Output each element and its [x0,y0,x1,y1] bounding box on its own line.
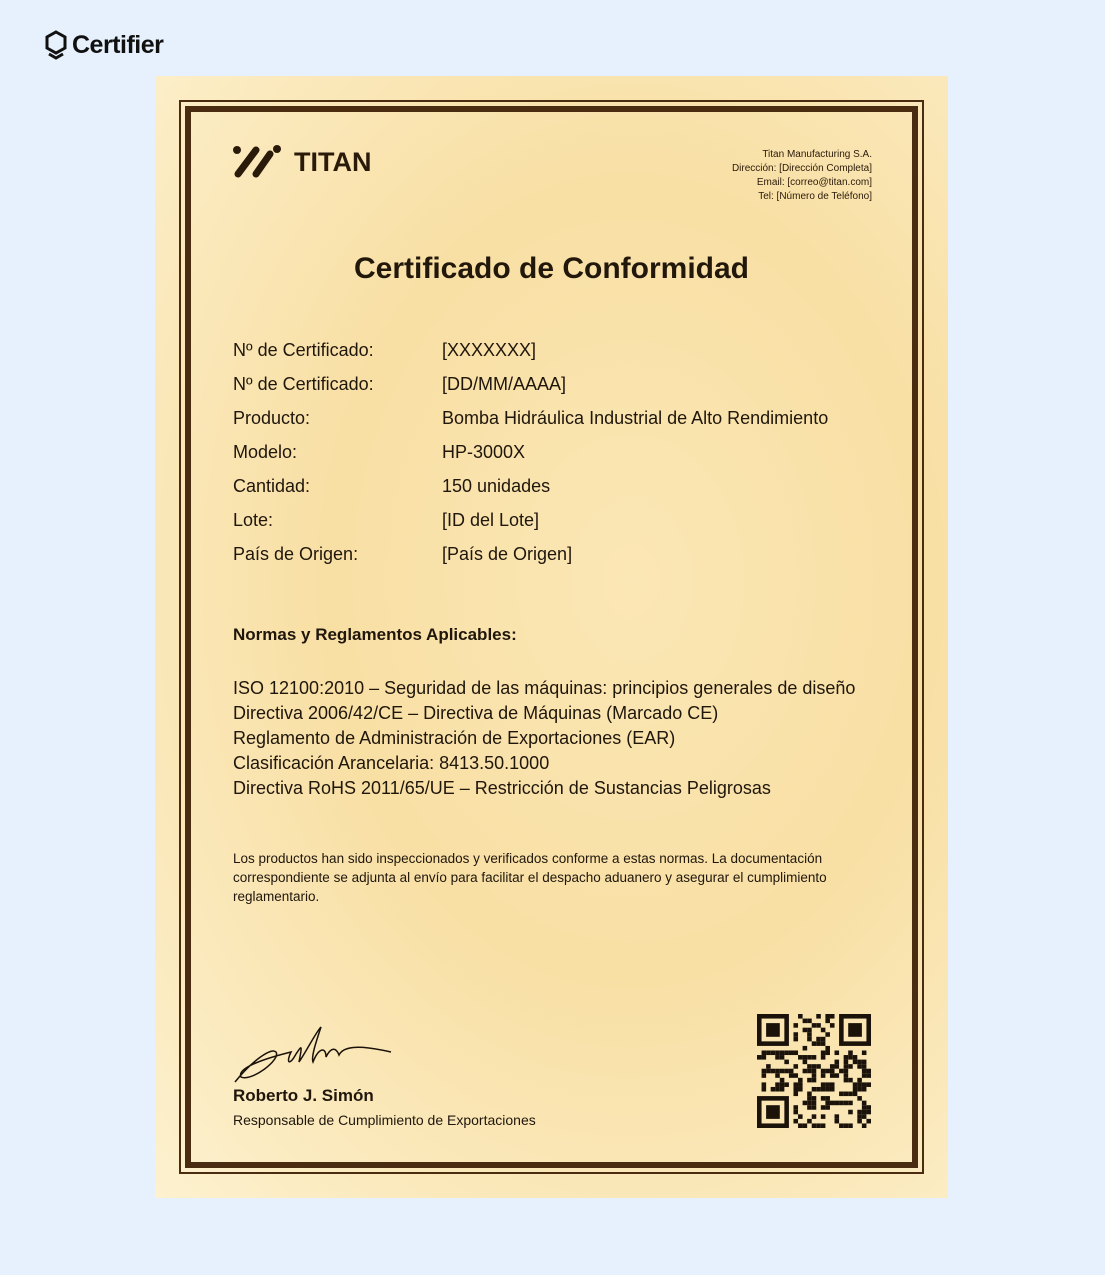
field-label: País de Origen: [233,544,359,564]
field-row [233,440,828,474]
norms-list [233,676,855,801]
company-address-line: Dirección: [Dirección Completa] [731,163,872,174]
company-address [732,148,872,204]
norm-item: ISO 12100:2010 – Seguridad de las máquinas: principios generales de diseño [233,678,856,698]
signature-image [231,1022,396,1086]
company-logo [232,144,371,180]
field-row [233,338,828,372]
company-logo-text: TITAN [294,146,372,177]
field-value: [XXXXXXX] [442,340,537,360]
certificate [155,76,948,1198]
company-phone: Tel: [Número de Teléfono] [758,191,872,202]
field-value: HP-3000X [442,442,526,462]
field-label: Cantidad: [233,476,311,496]
statement-paragraph: Los productos han sido inspeccionados y verificados conforme a estas normas. La documentación correspondiente se adjunta al envío para facilitar el despacho aduanero y asegurar el cumplimiento reglamentario. [233,851,827,904]
qr-code [757,1014,871,1128]
field-value: [DD/MM/AAAA] [442,374,567,394]
norm-item: Reglamento de Administración de Exportaciones (EAR) [233,728,676,748]
fields-list [233,338,828,576]
field-label: Modelo: [233,442,298,462]
company-name: Titan Manufacturing S.A. [762,149,872,160]
titan-logo-icon [232,144,282,180]
certifier-logo-icon [44,30,68,60]
norm-item: Directiva RoHS 2011/65/UE – Restricción de Sustancias Peligrosas [233,778,771,798]
field-value: [ID del Lote] [442,510,540,530]
field-label: Producto: [233,408,311,428]
field-row [233,542,828,576]
company-email: Email: [correo@titan.com] [756,177,872,188]
field-row [233,474,828,508]
field-row [233,372,828,406]
signer-role: Responsable de Cumplimiento de Exportaciones [233,1112,536,1128]
norm-item: Clasificación Arancelaria: 8413.50.1000 [233,753,550,773]
field-label: Nº de Certificado: [233,340,374,360]
signer-name: Roberto J. Simón [233,1086,374,1105]
field-row [233,406,828,440]
field-row [233,508,828,542]
certifier-brand [44,30,163,60]
brand-name: Certifier [72,30,164,59]
field-label: Lote: [233,510,274,530]
field-value: Bomba Hidráulica Industrial de Alto Rendimiento [442,408,829,428]
certificate-title: Certificado de Conformidad [353,252,750,285]
field-label: Nº de Certificado: [233,374,374,394]
norm-item: Directiva 2006/42/CE – Directiva de Máquinas (Marcado CE) [233,703,719,723]
field-value: [País de Origen] [442,544,573,564]
field-value: 150 unidades [442,476,551,496]
norms-heading: Normas y Reglamentos Aplicables: [233,625,517,644]
